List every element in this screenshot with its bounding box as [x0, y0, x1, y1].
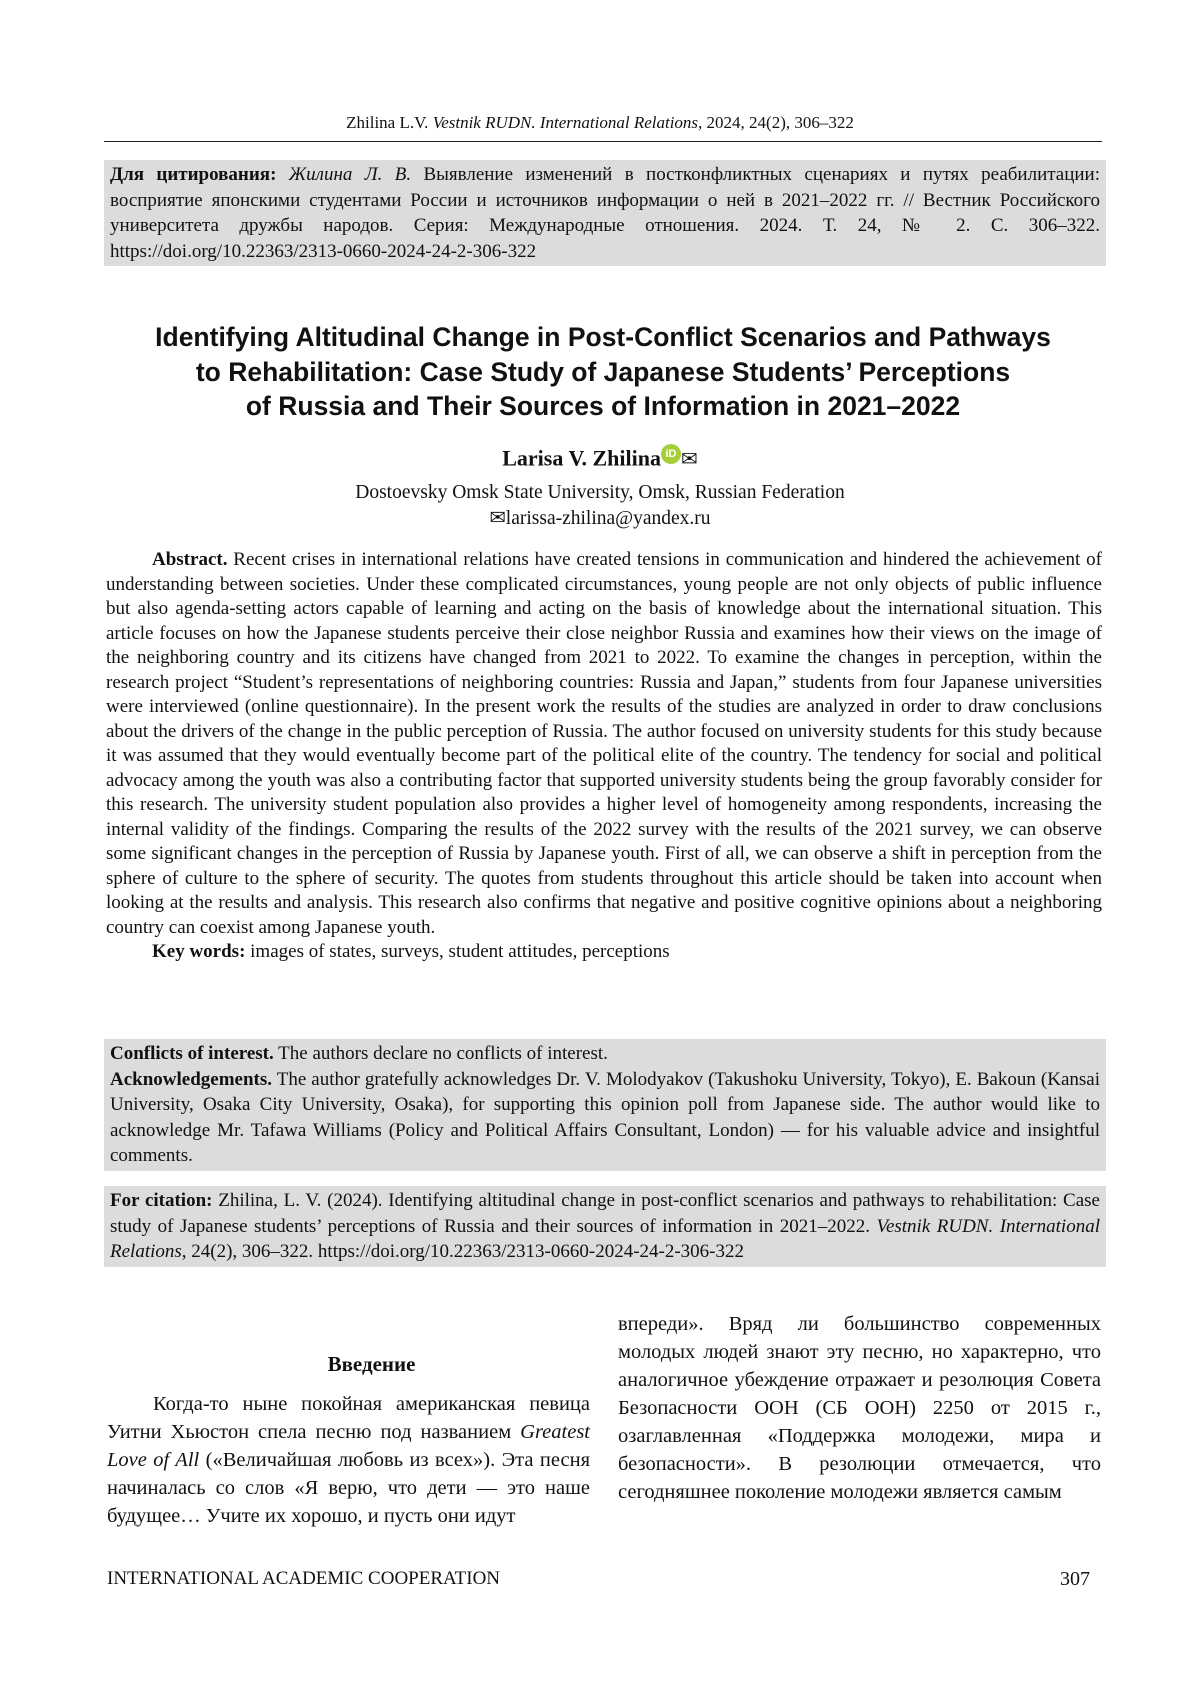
conflicts-box [104, 1039, 1106, 1171]
running-head-author: Zhilina L.V. [346, 113, 433, 132]
envelope-icon[interactable]: ✉ [681, 448, 698, 470]
keywords: images of states, surveys, student attitudes, perceptions [245, 941, 669, 962]
conflicts-text: The authors declare no conflicts of interest. [274, 1043, 608, 1064]
footer-section: INTERNATIONAL ACADEMIC COOPERATION [107, 1568, 500, 1590]
russian-citation-box [104, 160, 1106, 266]
running-head-issue: , 2024, 24(2), 306–322 [698, 113, 854, 132]
article-title [104, 320, 1102, 424]
affiliation-block [0, 480, 1200, 532]
citation-doi: , 24(2), 306–322. https://doi.org/10.22363/2313-0660-2024-24-2-306-322 [182, 1241, 744, 1262]
song-title: Greatest Love of All [107, 1421, 590, 1471]
citation-label: For citation: [110, 1190, 212, 1211]
affiliation: Dostoevsky Omsk State University, Omsk, Russian Federation [0, 480, 1200, 506]
author-email[interactable]: larissa-zhilina@yandex.ru [506, 508, 711, 529]
right-column [618, 1310, 1101, 1506]
envelope-icon: ✉ [489, 508, 505, 529]
abstract-text: Recent crises in international relations have created tensions in communication and hindered the achievement of understanding between societies. Under these complicated circumstances, young people are not only objects of public influence but also agenda-setting actors capable of learning and acting on the basis of knowledge about the international situation. This article focuses on how the Japanese students perceive their close neighbor Russia and examines how their views on the image of the neighboring country and its citizens have changed from 2021 to 2022. To examine the changes in perception, within the research project “Student’s representations of neighboring countries: Russia and Japan,” students from four Japanese universities were interviewed (online questionnaire). In the present work the results of the studies are analyzed in order to draw conclusions about the drivers of the change in the public perception of Russia. The author focused on university students for this study because it was assumed that they would eventually become part of the political elite of the country. The tendency for social and political advocacy among the youth was also a contributing factor that supported university students being the group favorably consider for this research. The university student population also provides a higher level of homogeneity among respondents, increasing the internal validity of the findings. Comparing the results of the 2022 survey with the results of the 2021 survey, we can observe some significant changes in the perception of Russia by Japanese youth. First of all, we can observe a shift in perception from the sphere of culture to the sphere of security. The quotes from students throughout this article should be taken into account when looking at the results and analysis. This research also confirms that negative and positive cognitive opinions about a neighboring country can coexist among Japanese youth. [106, 549, 1102, 938]
header-rule [104, 141, 1102, 142]
abstract [106, 548, 1102, 965]
keywords-label: Key words: [152, 941, 245, 962]
title-line: Identifying Altitudinal Change in Post-Conflict Scenarios and Pathways [104, 320, 1102, 355]
section-heading: Введение [107, 1350, 590, 1378]
intro-paragraph-continued: впереди». Вряд ли большинство современных молодых людей знают эту песню, но характерно, что аналогичное убеждение отражает и резолюция Совета Безопасности ООН (СБ ООН) 2250 от 2015 г., озаглавленная «Поддержка молодежи, мира и безопасности». В резолюции отмечается, что сегодняшнее поколение молодежи является самым [618, 1310, 1101, 1506]
citation-label: Для цитирования: [110, 164, 276, 185]
acknowledgements-label: Acknowledgements. [110, 1069, 272, 1090]
title-line: of Russia and Their Sources of Information in 2021–2022 [104, 389, 1102, 424]
acknowledgements-text: The author gratefully acknowledges Dr. V. Molodyakov (Takushoku University, Tokyo), E. Bakoun (Kansai University, Osaka City University, Osaka), for supporting this opinion poll from Japanese side. The author would like to acknowledge Mr. Tafawa Williams (Policy and Political Affairs Consultant, London) — for his valuable advice and insightful comments. [110, 1069, 1100, 1167]
author-line [0, 444, 1200, 471]
left-column [107, 1350, 590, 1530]
english-citation-box [104, 1186, 1106, 1267]
citation-author: Жилина Л. В. [289, 164, 411, 185]
page-number: 307 [1060, 1568, 1090, 1591]
citation-text: Выявление изменений в постконфликтных сценариях и путях реабилитации: восприятие японскими студентами России и источников информации о ней в 2021–2022 гг. // Вестник Российского университета дружбы народов. Серия: Международные отношения. 2024. Т. 24, № 2. С. 306–322. https://doi.org/10.22363/2313-0660-2024-24-2-306-322 [110, 164, 1100, 262]
running-head-journal: Vestnik RUDN. International Relations [433, 113, 698, 132]
citation-text: Zhilina, L. V. (2024). Identifying altitudinal change in post-conflict scenarios and pathways to rehabilitation: Case study of Japanese students’ perceptions of Russia and their sources of information in 2021–2022. [110, 1190, 1100, 1237]
intro-text: («Величайшая любовь из всех»). Эта песня начиналась со слов «Я верю, что дети — это наше будущее… Учите их хорошо, и пусть они идут [107, 1449, 590, 1527]
title-line: to Rehabilitation: Case Study of Japanese Students’ Perceptions [104, 355, 1102, 390]
abstract-label: Abstract. [152, 549, 227, 570]
intro-paragraph [107, 1390, 590, 1530]
citation-journal: Vestnik RUDN. International Relations [110, 1216, 1100, 1263]
conflicts-label: Conflicts of interest. [110, 1043, 274, 1064]
running-head [0, 113, 1200, 133]
intro-text: Когда-то ныне покойная американская певица Уитни Хьюстон спела песню под названием [107, 1393, 590, 1443]
orcid-icon[interactable]: iD [661, 444, 681, 464]
author-name: Larisa V. Zhilina [502, 445, 661, 470]
